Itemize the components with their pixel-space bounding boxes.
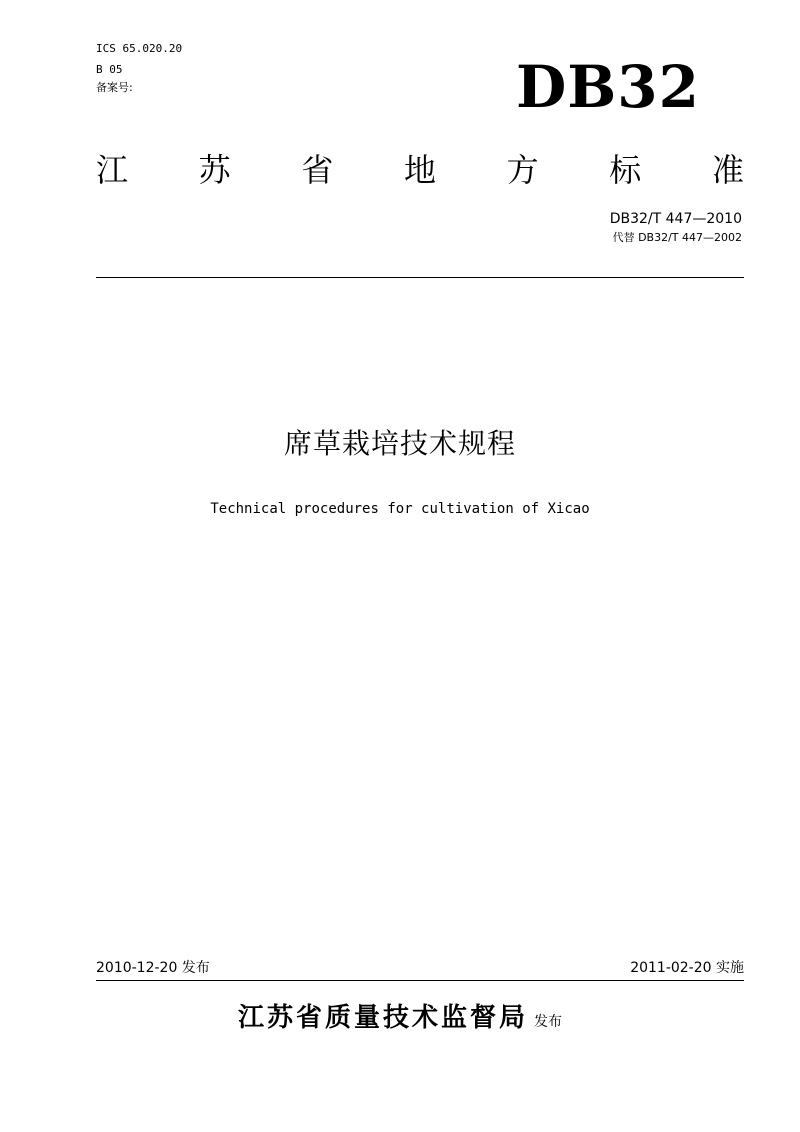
category-char: 江 [96, 151, 129, 189]
category-char: 省 [301, 151, 334, 189]
issuer-name: 江苏省质量技术监督局 [237, 1003, 528, 1033]
implement-date: 2011-02-20 实施 [630, 960, 744, 976]
record-number-label: 备案号: [96, 81, 133, 94]
publish-date: 2010-12-20 发布 [96, 960, 210, 976]
standard-badge: DB32 [515, 53, 700, 121]
document-title: 席草栽培技术规程 [283, 427, 516, 460]
document-title-english: Technical procedures for cultivation of Xicao [210, 501, 590, 517]
category-char: 方 [506, 151, 539, 189]
category-char: 苏 [198, 151, 231, 189]
standard-category-title [96, 150, 744, 190]
standard-code: DB32/T 447—2010 [609, 211, 742, 227]
bottom-divider [96, 980, 744, 981]
top-divider [96, 277, 744, 278]
replaces-note: 代替 DB32/T 447—2002 [612, 231, 742, 244]
category-char: 地 [403, 151, 436, 189]
issue-action: 发布 [534, 1014, 562, 1030]
category-char: 准 [711, 151, 744, 189]
issuer-line [0, 1000, 800, 1040]
ccs-code: B 05 [96, 63, 123, 76]
ics-code: ICS 65.020.20 [96, 42, 183, 55]
category-char: 标 [609, 151, 642, 189]
